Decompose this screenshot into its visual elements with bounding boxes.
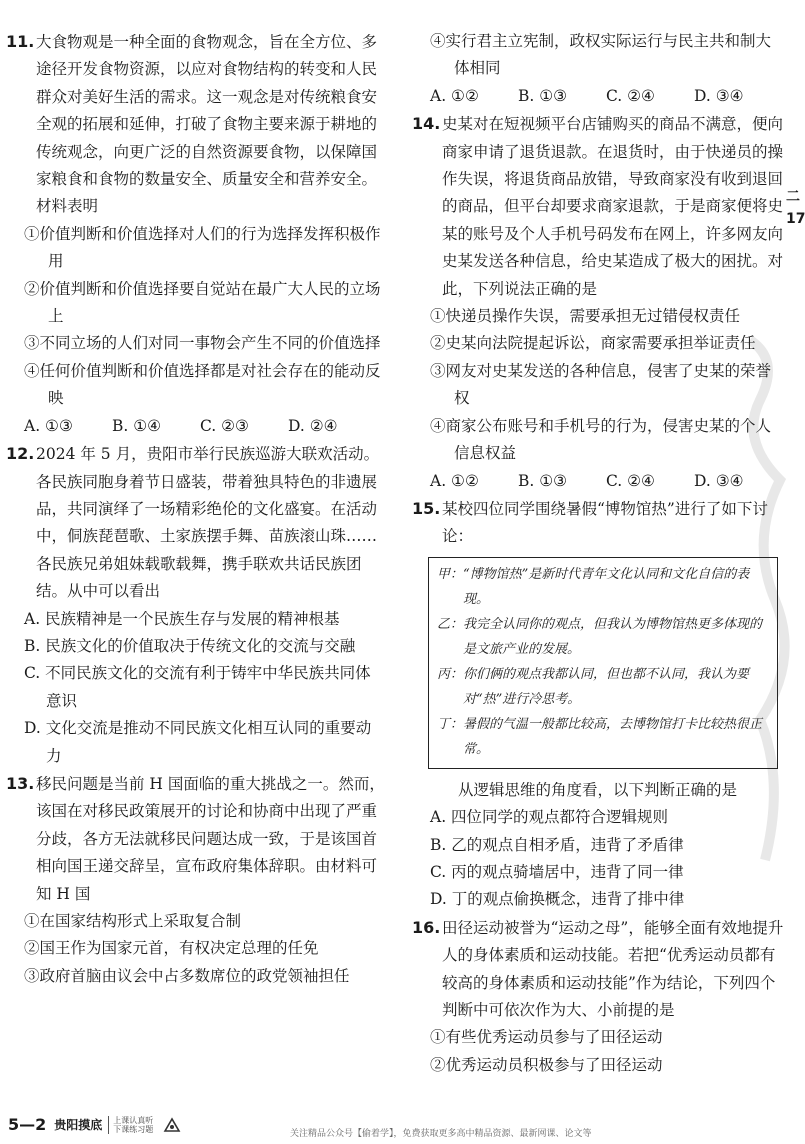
question-number: 15.: [412, 498, 441, 518]
question-16: [412, 914, 784, 1079]
option: ④任何价值判断和价值选择都是对社会存在的能动反映: [24, 361, 381, 408]
question-stem: 大食物观是一种全面的食物观念，旨在全方位、多途径开发食物资源，以应对食物结构的转变和人民群众对美好生活的需求。这一观念是对传统粮食安全观的拓展和延伸，打破了食物主要来源于耕地的传统观念，向更广泛的自然资源要食物，以保障国家粮食和食物的数量安全、质量安全和营养安全。材料表明: [36, 33, 378, 216]
choice-b: B. ①③: [518, 86, 568, 105]
choice-a: A. ①②: [430, 471, 479, 490]
watermark-decoration: [740, 300, 800, 900]
choice-c: C. ②④: [606, 471, 655, 490]
option: ③政府首脑由议会中占多数席位的政党领袖担任: [24, 966, 350, 985]
answer-choices: [412, 83, 784, 110]
option-c: C. 丙的观点骑墙居中，违背了同一律: [430, 862, 684, 881]
option-d: D. 文化交流是推动不同民族文化相互认同的重要动力: [24, 719, 372, 765]
option: ①快递员操作失误，需要承担无过错侵权责任: [430, 307, 741, 326]
question-number: 12.: [6, 444, 35, 464]
question-15: [412, 495, 784, 914]
page-number: 5—2: [8, 1115, 47, 1134]
option: ②国王作为国家元首，有权决定总理的任免: [24, 939, 319, 958]
choice-c: C. ②④: [606, 86, 655, 105]
option-a: A. 四位同学的观点都符合逻辑规则: [430, 808, 669, 827]
discussion-box: [428, 557, 778, 769]
brand-tagline: 上课认真听 下课练习题: [108, 1116, 159, 1134]
question-number: 16.: [412, 917, 441, 937]
brand-name: 贵阳摸底: [54, 1118, 103, 1132]
choice-a: A. ①②: [430, 86, 479, 105]
question-stem: 2024 年 5 月，贵阳市举行民族巡游大联欢活动。各民族同胞身着节日盛装，带着独具特色的非遗展品，共同演绎了一场精彩绝伦的文化盛宴。在活动中，侗族琵琶歌、土家族摆手舞、苗族滚山珠……各民族兄弟姐妹载歌载舞，携手联欢共话民族团结。从中可以看出: [36, 445, 380, 601]
discussion-yi: 乙：我完全认同你的观点，但我认为博物馆热更多体现的是文旅产业的发展。: [437, 616, 763, 657]
footer-notice: 关注精品公众号【偷着学】，免费获取更多高中精品资源、最新网课、论文等: [290, 1129, 592, 1139]
question-13-continued: [412, 28, 784, 110]
left-column: [6, 28, 386, 990]
discussion-jia: 甲：“博物馆热”是新时代青年文化认同和文化自信的表现。: [437, 566, 750, 607]
choice-b: B. ①③: [518, 471, 568, 490]
choice-b: B. ①④: [112, 416, 162, 435]
option: ③不同立场的人们对同一事物会产生不同的价值选择: [24, 334, 381, 353]
choice-c: C. ②③: [200, 416, 249, 435]
question-stem: 田径运动被誉为“运动之母”，能够全面有效地提升人的身体素质和运动技能。若把“优秀运动员都有较高的身体素质和运动技能”作为结论，下列四个判断中可依次作为大、小前提的是: [442, 918, 784, 1019]
discussion-bing: 丙：你们俩的观点我都认同，但也都不认同，我认为要对“热”进行冷思考。: [437, 666, 750, 707]
option: ③网友对史某发送的各种信息，侵害了史某的荣誉权: [430, 361, 772, 408]
option-d: D. 丁的观点偷换概念，违背了排中律: [430, 890, 685, 909]
answer-choices: [412, 468, 784, 495]
question-14: [412, 110, 784, 495]
footer: [8, 1115, 181, 1134]
question-stem: 移民问题是当前 H 国面临的重大挑战之一。然而，该国在对移民政策展开的讨论和协商中出现了严重分歧，各方无法就移民问题达成一致，于是该国首相向国王递交辞呈，宣布政府集体辞职。由材料可知 H 国: [36, 774, 385, 903]
option: ①价值判断和价值选择对人们的行为选择发挥积极作用: [24, 224, 381, 271]
question-number: 14.: [412, 114, 441, 134]
option-b: B. 乙的观点自相矛盾，违背了矛盾律: [430, 835, 684, 854]
page-edge-mark: 二17: [786, 189, 805, 227]
option: ②史某向法院提起诉讼，商家需要承担举证责任: [430, 334, 756, 353]
option: ①有些优秀运动员参与了田径运动: [430, 1028, 663, 1047]
question-11: [6, 28, 386, 440]
option: ④实行君主立宪制，政权实际运行与民主共和制大体相同: [430, 32, 772, 78]
question-stem: 史某对在短视频平台店铺购买的商品不满意，便向商家申请了退货退款。在退货时，由于快递员的操作失误，将退货商品放错，导致商家没有收到退回的商品，但平台却要求商家退款，于是商家便将史某的账号及个人手机号码发布在网上，许多网友向史某发送各种信息，给史某造成了极大的困扰。对此，下列说法正确的是: [442, 115, 784, 298]
brand-logo-icon: [163, 1117, 181, 1133]
question-stem: 某校四位同学围绕暑假“博物馆热”进行了如下讨论：: [442, 499, 768, 546]
choice-d: D. ③④: [694, 471, 744, 490]
option: ④商家公布账号和手机号的行为，侵害史某的个人信息权益: [430, 416, 772, 463]
option-c: C. 不同民族文化的交流有利于铸牢中华民族共同体意识: [24, 664, 371, 710]
choice-d: D. ②④: [288, 416, 338, 435]
answer-choices: [6, 413, 386, 440]
question-number: 11.: [6, 32, 35, 51]
choice-a: A. ①③: [24, 416, 73, 435]
discussion-ding: 丁：暑假的气温一般都比较高，去博物馆打卡比较热很正常。: [437, 716, 763, 757]
option-b: B. 民族文化的价值取决于传统文化的交流与交融: [24, 636, 356, 655]
right-column: [412, 28, 784, 1079]
question-13: [6, 770, 386, 990]
option: ②价值判断和价值选择要自觉站在最广大人民的立场上: [24, 279, 381, 326]
option: ①在国家结构形式上采取复合制: [24, 912, 242, 930]
question-12: [6, 440, 386, 770]
question-number: 13.: [6, 773, 35, 793]
option: ②优秀运动员积极参与了田径运动: [430, 1055, 663, 1074]
question-prompt: 从逻辑思维的角度看，以下判断正确的是: [458, 780, 738, 799]
choice-d: D. ③④: [694, 86, 744, 105]
option-a: A. 民族精神是一个民族生存与发展的精神根基: [24, 609, 340, 628]
